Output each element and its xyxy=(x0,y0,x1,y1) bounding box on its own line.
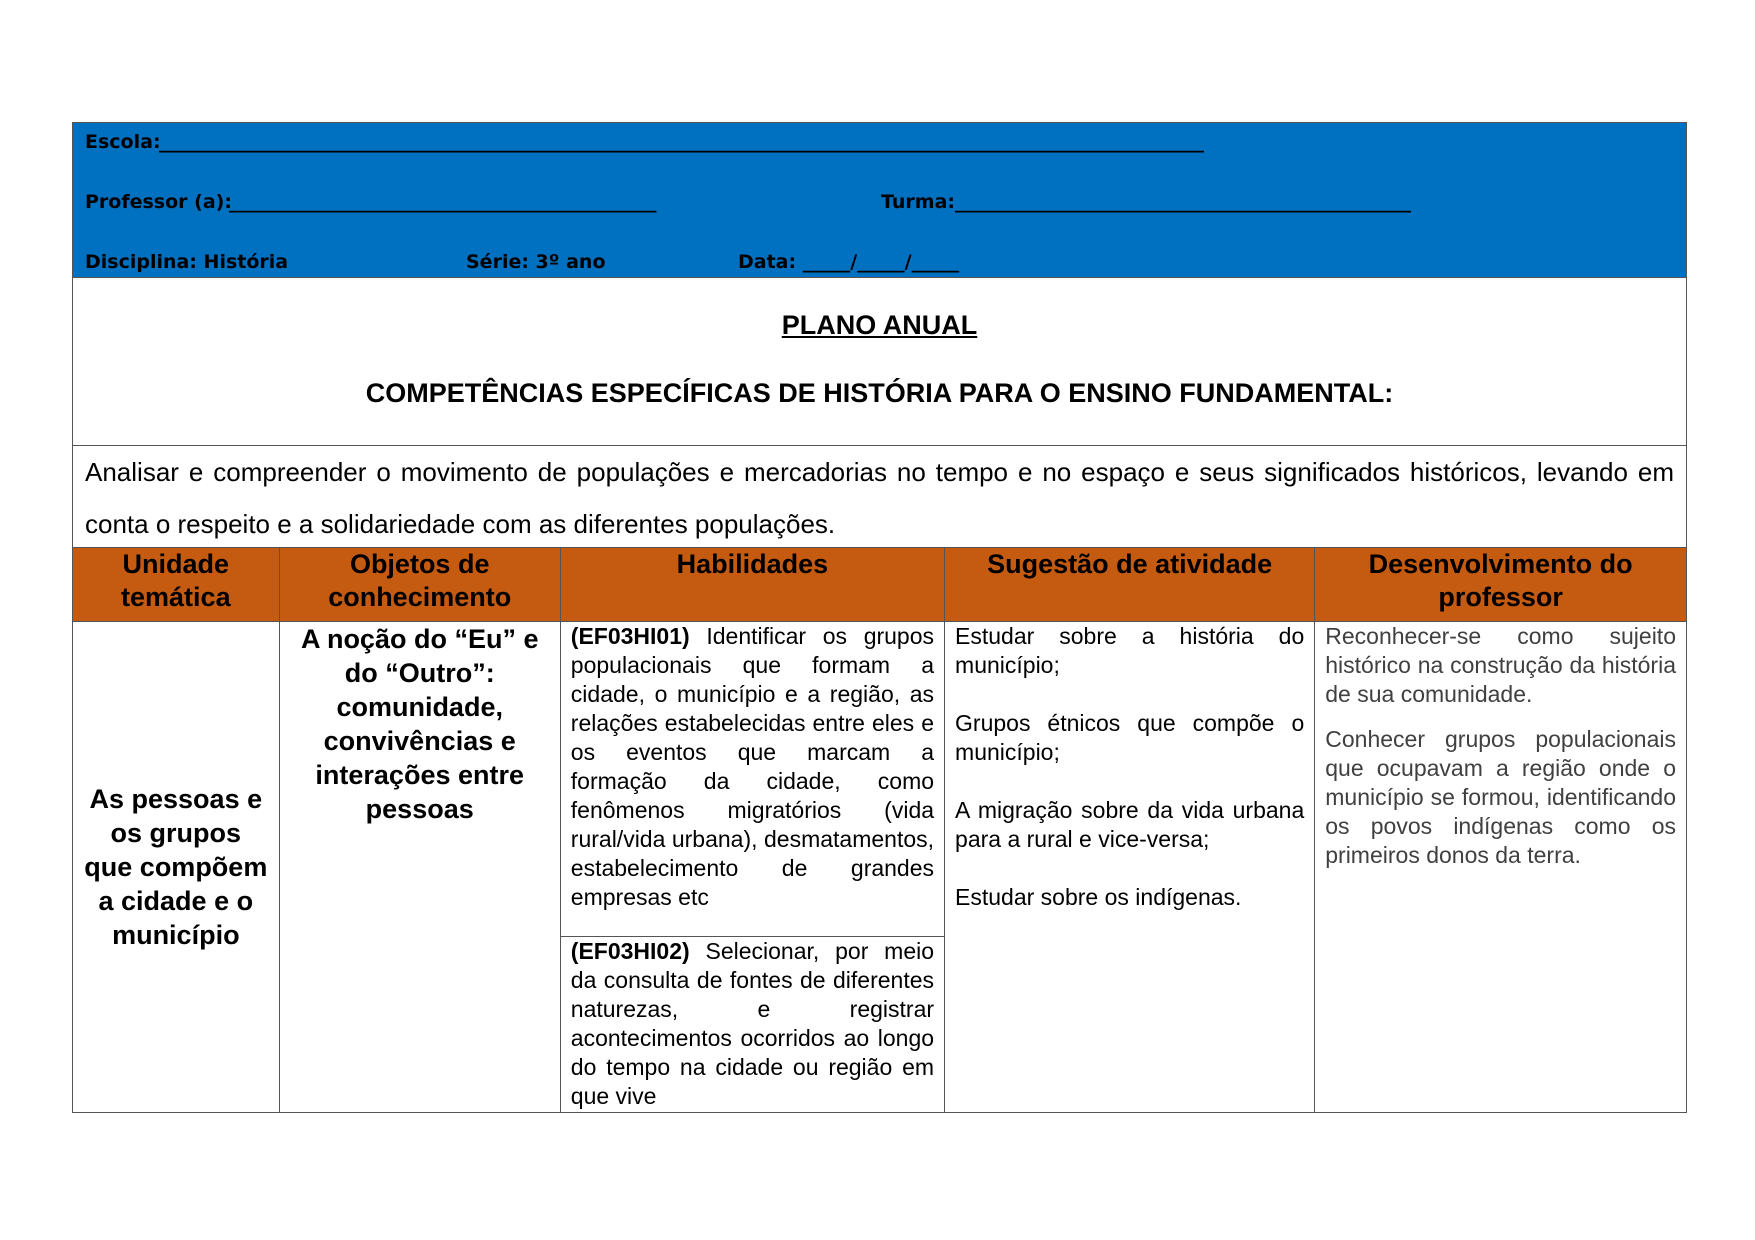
professor-field[interactable]: _____________________________________________ xyxy=(229,191,657,213)
table-row xyxy=(73,622,1686,1113)
unidade-cell: As pessoas e os grupos que compõem a cidade e o município xyxy=(84,784,268,950)
habilidade-text: Selecionar, por meio da consulta de fontes de diferentes naturezas, e registrar acontecimentos ocorridos ao longo do tempo na cidade ou região em que vive xyxy=(570,938,935,1109)
col-header-habilidades: Habilidades xyxy=(560,548,944,622)
plano-title: PLANO ANUAL xyxy=(781,310,978,340)
sugestao-item: Estudar sobre a história do município; xyxy=(955,623,1305,678)
table-header-row xyxy=(73,548,1686,622)
data-field[interactable]: Data: _____/_____/_____ xyxy=(738,251,960,273)
col-header-sugestao: Sugestão de atividade xyxy=(945,548,1315,622)
escola-label: Escola: xyxy=(85,131,161,153)
objeto-cell: A noção do “Eu” e do “Outro”: comunidade, convivências e interações entre pessoas xyxy=(279,622,560,1113)
escola-field[interactable]: ______________________________________________________________________________________________________________ xyxy=(159,131,1204,153)
habilidade-item xyxy=(561,622,944,937)
habilidade-code: (EF03HI01) xyxy=(570,623,690,649)
titles-block xyxy=(73,278,1686,446)
sugestao-item: Estudar sobre os indígenas. xyxy=(955,884,1242,910)
competencias-title: COMPETÊNCIAS ESPECÍFICAS DE HISTÓRIA PARA O ENSINO FUNDAMENTAL: xyxy=(365,378,1394,408)
habilidade-text: Identificar os grupos populacionais que formam a cidade, o município e a região, as relações estabelecidas entre eles e os eventos que marcam a formação da cidade, como fenômenos migratórios (vida rural/vida urbana), desmatamentos, estabelecimento de grandes empresas etc xyxy=(570,623,935,910)
sugestao-item: Grupos étnicos que compõe o município; xyxy=(955,710,1305,765)
col-header-unidade: Unidade temática xyxy=(73,548,279,622)
header-block xyxy=(73,123,1686,278)
habilidade-item xyxy=(561,937,944,1111)
habilidade-code: (EF03HI02) xyxy=(570,938,690,964)
serie-label: Série: 3º ano xyxy=(466,251,606,273)
lesson-plan-document xyxy=(72,122,1687,1113)
sugestao-cell xyxy=(945,622,1315,1113)
disciplina-label: Disciplina: História xyxy=(85,251,289,273)
turma-field[interactable]: ________________________________________________ xyxy=(955,191,1411,213)
professor-label: Professor (a): xyxy=(85,191,232,213)
desenvolvimento-item: Reconhecer-se como sujeito histórico na construção da história de sua comunidade. xyxy=(1325,623,1676,707)
sugestao-item: A migração sobre da vida urbana para a rural e vice-versa; xyxy=(955,797,1305,852)
habilidades-cell xyxy=(560,622,944,1113)
desenvolvimento-item: Conhecer grupos populacionais que ocupavam a região onde o município se formou, identificando os povos indígenas como os primeiros donos da terra. xyxy=(1325,726,1676,868)
col-header-objetos: Objetos de conhecimento xyxy=(279,548,560,622)
turma-label: Turma: xyxy=(881,191,955,213)
desenvolvimento-cell xyxy=(1315,622,1686,1113)
competencia-text: Analisar e compreender o movimento de populações e mercadorias no tempo e no espaço e seus significados históricos, levando em conta o respeito e a solidariedade com as diferentes populações. xyxy=(73,446,1686,548)
col-header-desenvolvimento: Desenvolvimento do professor xyxy=(1315,548,1686,622)
plan-table xyxy=(73,548,1686,1112)
